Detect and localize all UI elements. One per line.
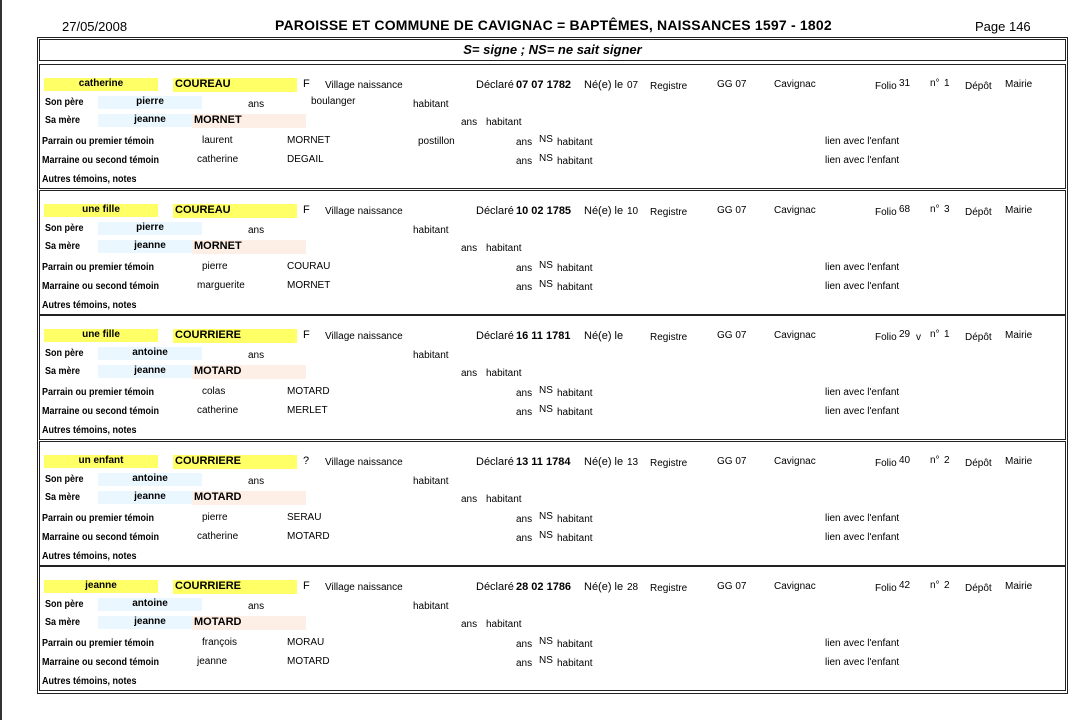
godfather-label: Parrain ou premier témoin bbox=[42, 136, 155, 147]
declared-date: 07 07 1782 bbox=[516, 79, 572, 91]
mother-label: Sa mère bbox=[45, 492, 81, 503]
mother-last-name: MORNET bbox=[192, 114, 306, 128]
father-first-name: pierre bbox=[98, 96, 202, 109]
register-label: Registre bbox=[650, 583, 688, 594]
father-occupation: boulanger bbox=[311, 96, 356, 107]
godmother-age-label: ans bbox=[516, 658, 533, 669]
godfather-occupation: postillon bbox=[418, 136, 455, 147]
register-place: Cavignac bbox=[774, 79, 816, 90]
godmother-residence-label: habitant bbox=[557, 407, 593, 418]
register-label: Registre bbox=[650, 458, 688, 469]
born-day: 07 bbox=[627, 80, 639, 91]
godfather-last-name: MORAU bbox=[287, 637, 325, 648]
record-3 bbox=[39, 315, 1066, 440]
mother-first-name: jeanne bbox=[98, 365, 202, 378]
child-sex: F bbox=[303, 78, 310, 90]
father-first-name: pierre bbox=[98, 222, 202, 235]
other-witnesses-label: Autres témoins, notes bbox=[42, 174, 137, 185]
mother-last-name: MOTARD bbox=[192, 491, 306, 505]
godmother-relation-label: lien avec l'enfant bbox=[825, 155, 900, 166]
child-first-name: une fille bbox=[44, 204, 158, 217]
folio-number: 68 bbox=[899, 204, 911, 215]
act-number: 3 bbox=[944, 204, 950, 215]
godmother-last-name: MERLET bbox=[287, 405, 328, 416]
child-first-name: catherine bbox=[44, 78, 158, 91]
village-label: Village naissance bbox=[325, 582, 403, 593]
mother-first-name: jeanne bbox=[98, 114, 202, 127]
deposit-label: Dépôt bbox=[965, 458, 992, 469]
folio-number: 29 bbox=[899, 329, 911, 340]
record-4 bbox=[39, 441, 1066, 566]
number-label: n° bbox=[930, 78, 940, 89]
folio-number: 31 bbox=[899, 78, 911, 89]
legend-text: S= signe ; NS= ne sait signer bbox=[463, 42, 642, 57]
mother-age-label: ans bbox=[461, 619, 478, 630]
godfather-age-label: ans bbox=[516, 263, 533, 274]
godfather-label: Parrain ou premier témoin bbox=[42, 513, 155, 524]
father-age-label: ans bbox=[248, 225, 265, 236]
register-label: Registre bbox=[650, 81, 688, 92]
godmother-first-name: jeanne bbox=[197, 656, 228, 667]
godmother-signature: NS bbox=[539, 404, 553, 415]
godmother-signature: NS bbox=[539, 153, 553, 164]
godfather-relation-label: lien avec l'enfant bbox=[825, 638, 900, 649]
mother-age-label: ans bbox=[461, 117, 478, 128]
village-label: Village naissance bbox=[325, 457, 403, 468]
deposit-label: Dépôt bbox=[965, 207, 992, 218]
father-residence-label: habitant bbox=[413, 99, 449, 110]
folio-note: v bbox=[916, 332, 921, 343]
born-label: Né(e) le bbox=[584, 456, 624, 468]
godmother-signature: NS bbox=[539, 655, 553, 666]
register-label: Registre bbox=[650, 207, 688, 218]
father-age-label: ans bbox=[248, 350, 265, 361]
folio-label: Folio bbox=[875, 332, 897, 343]
godfather-signature: NS bbox=[539, 260, 553, 271]
child-sex: F bbox=[303, 204, 310, 216]
mother-first-name: jeanne bbox=[98, 491, 202, 504]
child-first-name: une fille bbox=[44, 329, 158, 342]
number-label: n° bbox=[930, 580, 940, 591]
father-residence-label: habitant bbox=[413, 350, 449, 361]
godmother-label: Marraine ou second témoin bbox=[42, 281, 160, 292]
godmother-signature: NS bbox=[539, 279, 553, 290]
godfather-last-name: COURAU bbox=[287, 261, 331, 272]
mother-age-label: ans bbox=[461, 243, 478, 254]
godfather-first-name: pierre bbox=[202, 512, 228, 523]
number-label: n° bbox=[930, 204, 940, 215]
declared-label: Déclaré bbox=[476, 205, 514, 217]
born-day: 28 bbox=[627, 582, 639, 593]
deposit-place: Mairie bbox=[1005, 456, 1033, 467]
record-5 bbox=[39, 566, 1066, 691]
child-last-name: COURRIERE bbox=[173, 329, 297, 343]
godfather-first-name: françois bbox=[202, 637, 238, 648]
born-label: Né(e) le bbox=[584, 581, 624, 593]
child-last-name: COURRIERE bbox=[173, 580, 297, 594]
register-label: Registre bbox=[650, 332, 688, 343]
godfather-first-name: laurent bbox=[202, 135, 233, 146]
godmother-relation-label: lien avec l'enfant bbox=[825, 657, 900, 668]
father-age-label: ans bbox=[248, 99, 265, 110]
godfather-residence-label: habitant bbox=[557, 388, 593, 399]
deposit-label: Dépôt bbox=[965, 583, 992, 594]
mother-residence-label: habitant bbox=[486, 243, 522, 254]
village-label: Village naissance bbox=[325, 80, 403, 91]
other-witnesses-label: Autres témoins, notes bbox=[42, 300, 137, 311]
deposit-place: Mairie bbox=[1005, 581, 1033, 592]
godfather-last-name: MORNET bbox=[287, 135, 331, 146]
mother-residence-label: habitant bbox=[486, 368, 522, 379]
father-label: Son père bbox=[45, 97, 84, 108]
godfather-relation-label: lien avec l'enfant bbox=[825, 136, 900, 147]
father-residence-label: habitant bbox=[413, 601, 449, 612]
mother-last-name: MOTARD bbox=[192, 616, 306, 630]
page-number: Page 146 bbox=[975, 19, 1031, 34]
godfather-age-label: ans bbox=[516, 639, 533, 650]
godfather-age-label: ans bbox=[516, 514, 533, 525]
declared-date: 16 11 1781 bbox=[516, 330, 571, 342]
father-label: Son père bbox=[45, 223, 84, 234]
godfather-signature: NS bbox=[539, 636, 553, 647]
godmother-first-name: catherine bbox=[197, 405, 239, 416]
folio-label: Folio bbox=[875, 207, 897, 218]
mother-label: Sa mère bbox=[45, 617, 81, 628]
number-label: n° bbox=[930, 455, 940, 466]
declared-date: 10 02 1785 bbox=[516, 205, 572, 217]
child-last-name: COUREAU bbox=[173, 78, 297, 92]
page-left-edge bbox=[0, 0, 2, 720]
mother-residence-label: habitant bbox=[486, 494, 522, 505]
godfather-label: Parrain ou premier témoin bbox=[42, 638, 155, 649]
child-last-name: COURRIERE bbox=[173, 455, 297, 469]
godmother-relation-label: lien avec l'enfant bbox=[825, 532, 900, 543]
mother-last-name: MOTARD bbox=[192, 365, 306, 379]
child-sex: ? bbox=[303, 455, 310, 467]
declared-label: Déclaré bbox=[476, 79, 514, 91]
mother-residence-label: habitant bbox=[486, 117, 522, 128]
child-last-name: COUREAU bbox=[173, 204, 297, 218]
declared-label: Déclaré bbox=[476, 581, 514, 593]
godmother-label: Marraine ou second témoin bbox=[42, 532, 160, 543]
godmother-first-name: marguerite bbox=[197, 280, 245, 291]
register-code: GG 07 bbox=[717, 581, 747, 592]
register-code: GG 07 bbox=[717, 330, 747, 341]
godmother-age-label: ans bbox=[516, 533, 533, 544]
godfather-relation-label: lien avec l'enfant bbox=[825, 262, 900, 273]
other-witnesses-label: Autres témoins, notes bbox=[42, 425, 137, 436]
child-sex: F bbox=[303, 580, 310, 592]
godmother-label: Marraine ou second témoin bbox=[42, 657, 160, 668]
number-label: n° bbox=[930, 329, 940, 340]
father-label: Son père bbox=[45, 599, 84, 610]
godfather-relation-label: lien avec l'enfant bbox=[825, 513, 900, 524]
godfather-last-name: SERAU bbox=[287, 512, 322, 523]
deposit-place: Mairie bbox=[1005, 205, 1033, 216]
register-code: GG 07 bbox=[717, 205, 747, 216]
godmother-residence-label: habitant bbox=[557, 533, 593, 544]
godmother-age-label: ans bbox=[516, 156, 533, 167]
deposit-label: Dépôt bbox=[965, 332, 992, 343]
godfather-signature: NS bbox=[539, 385, 553, 396]
godfather-age-label: ans bbox=[516, 388, 533, 399]
godfather-signature: NS bbox=[539, 511, 553, 522]
mother-age-label: ans bbox=[461, 494, 478, 505]
godmother-last-name: MORNET bbox=[287, 280, 331, 291]
godfather-residence-label: habitant bbox=[557, 263, 593, 274]
father-residence-label: habitant bbox=[413, 476, 449, 487]
godmother-residence-label: habitant bbox=[557, 156, 593, 167]
folio-label: Folio bbox=[875, 81, 897, 92]
print-date: 27/05/2008 bbox=[62, 19, 128, 34]
godfather-residence-label: habitant bbox=[557, 137, 593, 148]
godfather-first-name: colas bbox=[202, 386, 226, 397]
child-sex: F bbox=[303, 329, 310, 341]
mother-first-name: jeanne bbox=[98, 240, 202, 253]
godmother-signature: NS bbox=[539, 530, 553, 541]
child-first-name: un enfant bbox=[44, 455, 158, 468]
father-age-label: ans bbox=[248, 601, 265, 612]
godmother-label: Marraine ou second témoin bbox=[42, 155, 160, 166]
village-label: Village naissance bbox=[325, 206, 403, 217]
godmother-relation-label: lien avec l'enfant bbox=[825, 406, 900, 417]
godmother-relation-label: lien avec l'enfant bbox=[825, 281, 900, 292]
born-label: Né(e) le bbox=[584, 330, 624, 342]
folio-label: Folio bbox=[875, 583, 897, 594]
other-witnesses-label: Autres témoins, notes bbox=[42, 551, 137, 562]
father-first-name: antoine bbox=[98, 347, 202, 360]
declared-label: Déclaré bbox=[476, 456, 514, 468]
godfather-signature: NS bbox=[539, 134, 553, 145]
godfather-last-name: MOTARD bbox=[287, 386, 330, 397]
godfather-label: Parrain ou premier témoin bbox=[42, 387, 155, 398]
folio-label: Folio bbox=[875, 458, 897, 469]
declared-date: 13 11 1784 bbox=[516, 456, 571, 468]
record-1 bbox=[39, 64, 1066, 189]
godfather-age-label: ans bbox=[516, 137, 533, 148]
born-day: 13 bbox=[627, 457, 639, 468]
mother-first-name: jeanne bbox=[98, 616, 202, 629]
godmother-last-name: MOTARD bbox=[287, 656, 330, 667]
father-label: Son père bbox=[45, 348, 84, 359]
father-age-label: ans bbox=[248, 476, 265, 487]
born-label: Né(e) le bbox=[584, 205, 624, 217]
godmother-first-name: catherine bbox=[197, 154, 239, 165]
mother-label: Sa mère bbox=[45, 241, 81, 252]
register-code: GG 07 bbox=[717, 456, 747, 467]
mother-label: Sa mère bbox=[45, 115, 81, 126]
register-place: Cavignac bbox=[774, 205, 816, 216]
godmother-last-name: MOTARD bbox=[287, 531, 330, 542]
godfather-first-name: pierre bbox=[202, 261, 228, 272]
folio-number: 42 bbox=[899, 580, 911, 591]
act-number: 1 bbox=[944, 78, 950, 89]
register-place: Cavignac bbox=[774, 581, 816, 592]
act-number: 2 bbox=[944, 580, 950, 591]
deposit-place: Mairie bbox=[1005, 330, 1033, 341]
godmother-label: Marraine ou second témoin bbox=[42, 406, 160, 417]
deposit-label: Dépôt bbox=[965, 81, 992, 92]
godfather-label: Parrain ou premier témoin bbox=[42, 262, 155, 273]
godfather-relation-label: lien avec l'enfant bbox=[825, 387, 900, 398]
father-first-name: antoine bbox=[98, 473, 202, 486]
born-label: Né(e) le bbox=[584, 79, 624, 91]
godmother-age-label: ans bbox=[516, 282, 533, 293]
deposit-place: Mairie bbox=[1005, 79, 1033, 90]
declared-label: Déclaré bbox=[476, 330, 514, 342]
mother-label: Sa mère bbox=[45, 366, 81, 377]
page-title: PAROISSE ET COMMUNE DE CAVIGNAC = BAPTÊMES, NAISSANCES 1597 - 1802 bbox=[275, 17, 832, 33]
child-first-name: jeanne bbox=[44, 580, 158, 593]
father-residence-label: habitant bbox=[413, 225, 449, 236]
godmother-residence-label: habitant bbox=[557, 658, 593, 669]
register-place: Cavignac bbox=[774, 456, 816, 467]
godfather-residence-label: habitant bbox=[557, 514, 593, 525]
godmother-last-name: DEGAIL bbox=[287, 154, 324, 165]
father-label: Son père bbox=[45, 474, 84, 485]
register-code: GG 07 bbox=[717, 79, 747, 90]
page-header bbox=[0, 16, 1080, 36]
declared-date: 28 02 1786 bbox=[516, 581, 572, 593]
godfather-residence-label: habitant bbox=[557, 639, 593, 650]
father-first-name: antoine bbox=[98, 598, 202, 611]
folio-number: 40 bbox=[899, 455, 911, 466]
godmother-age-label: ans bbox=[516, 407, 533, 418]
godmother-first-name: catherine bbox=[197, 531, 239, 542]
godmother-residence-label: habitant bbox=[557, 282, 593, 293]
mother-residence-label: habitant bbox=[486, 619, 522, 630]
mother-last-name: MORNET bbox=[192, 240, 306, 254]
record-2 bbox=[39, 190, 1066, 315]
mother-age-label: ans bbox=[461, 368, 478, 379]
register-place: Cavignac bbox=[774, 330, 816, 341]
other-witnesses-label: Autres témoins, notes bbox=[42, 676, 137, 687]
born-day: 10 bbox=[627, 206, 639, 217]
act-number: 1 bbox=[944, 329, 950, 340]
act-number: 2 bbox=[944, 455, 950, 466]
village-label: Village naissance bbox=[325, 331, 403, 342]
legend-box bbox=[39, 39, 1066, 61]
